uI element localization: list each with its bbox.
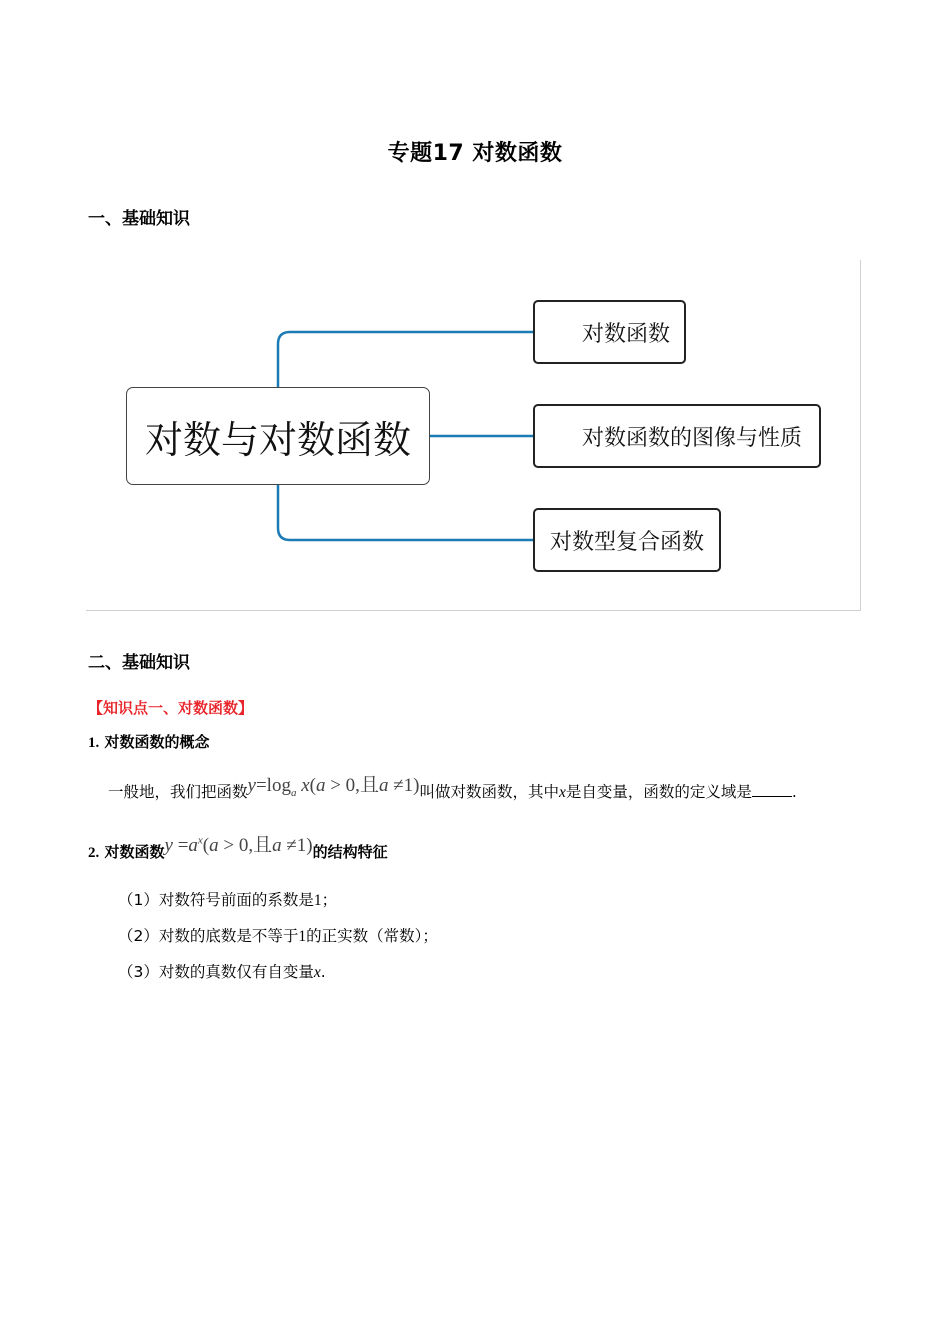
feature-3-end: . [320,963,326,981]
page-title: 专题17 对数函数 [387,141,563,166]
connector-1 [278,332,533,387]
point1-paragraph [108,776,797,805]
point1-title: 对数函数的概念 [104,733,210,751]
feature-3-value: x [313,964,321,981]
feature-2-label: （2）对数的底数是不等于 [118,927,299,945]
formula2-exp: x [197,834,203,847]
formula-base: a [290,786,297,799]
formula2-ne: ≠1) [281,835,313,856]
answer-blank[interactable] [752,782,792,797]
formula2-qie: 且 [253,835,273,856]
feature-1-end: ； [321,891,338,909]
mindmap-node-composite: 对数型复合函数 [533,508,721,572]
feature-item-2 [118,924,438,946]
section-heading-2: 二、基础知识 [88,653,190,673]
formula2-eq: = [172,835,189,856]
formula-paren: ( [309,775,316,796]
exp-function-formula [165,835,313,856]
formula-a2: a [378,775,389,796]
mindmap-node-graph-properties: 对数函数的图像与性质 [533,404,821,468]
mindmap [86,260,861,611]
point2-title-before: 对数函数 [104,843,165,861]
connector-3 [278,485,533,540]
formula2-a: a [188,835,198,856]
formula-log: =log [255,775,291,796]
point2-number: 2. [88,845,100,861]
formula-ne: ≠1) [388,775,420,796]
mindmap-root-node: 对数与对数函数 [126,387,430,485]
point1-var: x [558,784,566,801]
feature-3-label: （3）对数的真数仅有自变量 [118,963,314,981]
formula2-a1: a [209,835,219,856]
feature-1-value: 1 [313,892,322,909]
mindmap-node-log-function: 对数函数 [533,300,686,364]
formula-a1: a [315,775,326,796]
feature-item-3 [118,960,326,982]
section-heading-1: 一、基础知识 [88,209,190,229]
feature-item-1 [118,888,337,910]
formula-x: x [301,775,310,796]
log-function-formula [247,775,420,799]
formula2-a2: a [272,835,282,856]
point1-number: 1. [88,735,100,751]
formula2-paren: ( [202,835,210,856]
point1-text-after: 叫做对数函数，其中 [419,783,559,801]
feature-1-label: （1）对数符号前面的系数是 [118,891,314,909]
formula2-y: y [164,835,173,856]
knowledge-point-label: 【知识点一、对数函数】 [88,699,254,717]
formula-gt: > 0, [325,775,360,796]
point1-text-before: 一般地，我们把函数 [108,783,248,801]
point2-heading [88,836,388,863]
feature-2-value: 1 [298,928,307,945]
point1-heading [88,731,210,752]
point1-end: . [791,783,797,801]
point2-title-after: 的结构特征 [312,843,388,861]
feature-2-end: 的正实数（常数）； [306,927,438,945]
point1-text-after2: 是自变量，函数的定义域是 [565,783,752,801]
formula-qie: 且 [359,775,379,796]
formula2-gt: > 0, [218,835,254,856]
formula-y: y [247,775,256,796]
